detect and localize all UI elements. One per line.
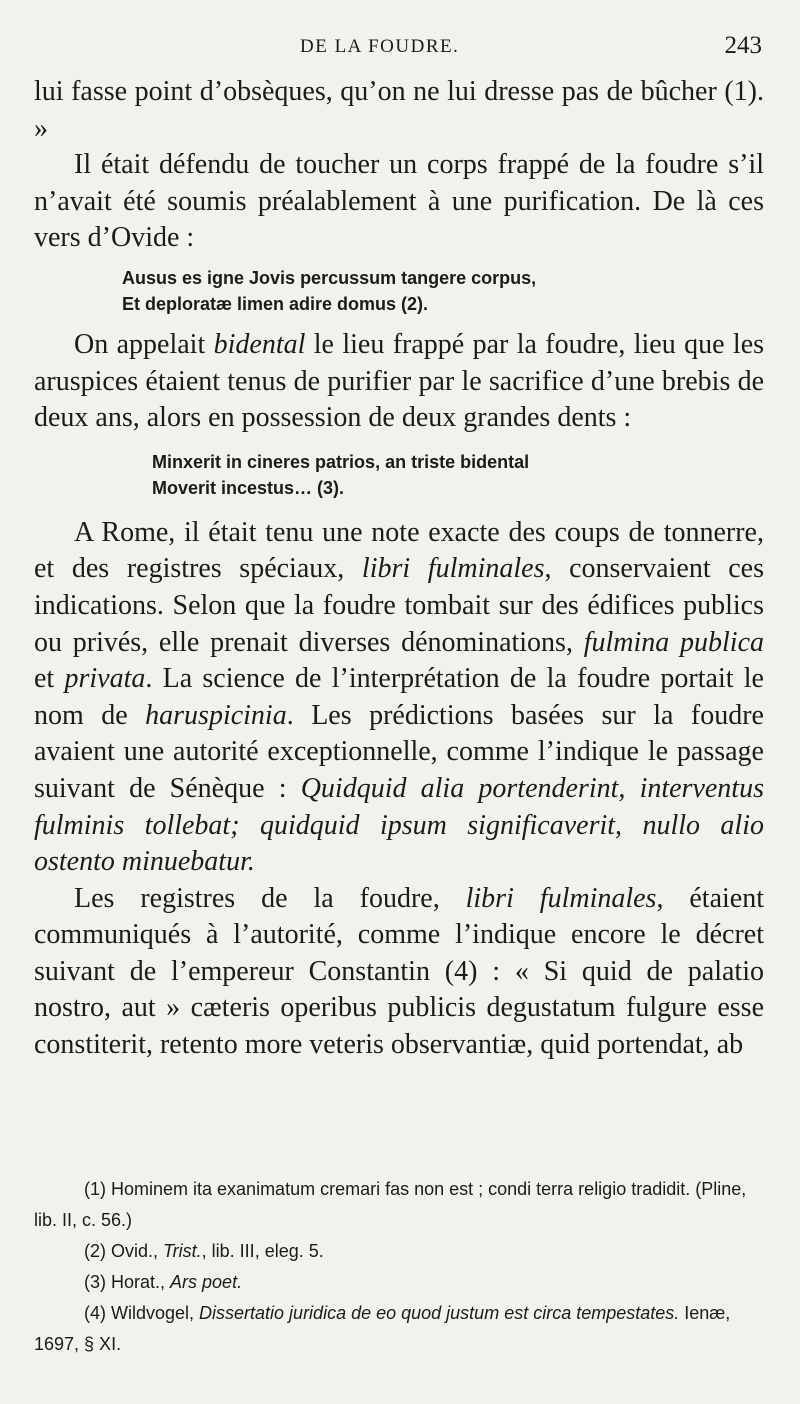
ovid-verse	[34, 265, 764, 317]
text-run: , lib. III, eleg. 5.	[201, 1241, 324, 1261]
footnote-3	[34, 1267, 764, 1298]
text-run: . Les prédictions basées sur la foudre avaient une autorité exceptionnelle, comme l’indique le passage suivant de Sénèque :	[34, 699, 764, 804]
text-run: A Rome, il était tenu une note exacte des coups de tonnerre, et des registres spéciaux,	[34, 516, 764, 585]
paragraph-2: Il était défendu de toucher un corps frappé de la foudre s’il n’avait été soumis préalablement à une purification. De là ces vers d’Ovide :	[34, 149, 764, 254]
text-run: (4) Wildvogel,	[84, 1303, 200, 1323]
page-number: 243	[724, 32, 762, 59]
text-run: Ienæ, 1697, § XI.	[34, 1303, 731, 1354]
verse-line: Et deploratæ limen adire domus (2).	[122, 293, 429, 314]
italic-term: privata	[64, 663, 146, 695]
page-header	[0, 30, 800, 70]
paragraph-4	[34, 515, 764, 881]
footnotes	[34, 1174, 764, 1360]
text-run: (2) Ovid.,	[84, 1241, 164, 1261]
text-run: , conservaient ces indications. Selon que la foudre tombait sur des édifices publics ou privés, elle prenait diverses dénominations,	[34, 553, 764, 658]
italic-term: Dissertatio juridica de eo quod justum est circa tempestates.	[199, 1303, 680, 1323]
paragraph-1: lui fasse point d’obsèques, qu’on ne lui dresse pas de bûcher (1). »	[34, 76, 764, 144]
text-run: Les registres de la foudre,	[74, 882, 466, 914]
italic-term: haruspicinia	[145, 699, 287, 731]
italic-term: libri fulminales	[361, 553, 545, 585]
text-run: (3) Horat.,	[84, 1272, 171, 1292]
paragraph-3	[34, 327, 764, 437]
italic-term: bidental	[213, 328, 306, 360]
text-run: . La science de l’interprétation de la foudre portait le nom de	[34, 663, 764, 731]
verse-line: Ausus es igne Jovis percussum tangere corpus,	[122, 267, 537, 288]
paragraph-5	[34, 881, 764, 1064]
main-text	[34, 74, 764, 1064]
text-run: et	[34, 663, 65, 695]
text-run: On appelait	[74, 328, 214, 360]
italic-term: fulmina publica	[583, 626, 764, 658]
footnote-1: (1) Hominem ita exanimatum cremari fas non est ; condi terra religio tradidit. (Pline, lib. II, c. 56.)	[34, 1179, 747, 1230]
seneca-quote: Quidquid alia portenderint, interventus fulminis tollebat; quidquid ipsum significaverit, nullo alio ostento minuebatur.	[34, 772, 764, 878]
italic-term: libri fulminales	[465, 882, 657, 914]
footnote-4	[34, 1298, 764, 1360]
italic-term: Trist.	[163, 1241, 202, 1261]
running-title: DE LA FOUDRE.	[300, 36, 460, 57]
verse-line: Moverit incestus… (3).	[152, 477, 345, 498]
text-run: le lieu frappé par la foudre, lieu que les aruspices étaient tenus de purifier par le sacrifice d’une brebis de deux ans, alors en possession de deux grandes dents :	[34, 328, 765, 434]
verse-line: Minxerit in cineres patrios, an triste bidental	[152, 451, 530, 472]
text-run: , étaient communiqués à l’autorité, comme l’indique encore le décret suivant de l’empereur Constantin (4) : « Si quid de palatio nostro, aut » cæteris operibus publicis degustatum fulgure esse constiterit, retento more veteris observantiæ, quid portendat, ab	[34, 882, 764, 1061]
horace-verse	[34, 449, 764, 501]
italic-term: Ars poet.	[170, 1272, 243, 1292]
footnote-2	[34, 1236, 764, 1267]
